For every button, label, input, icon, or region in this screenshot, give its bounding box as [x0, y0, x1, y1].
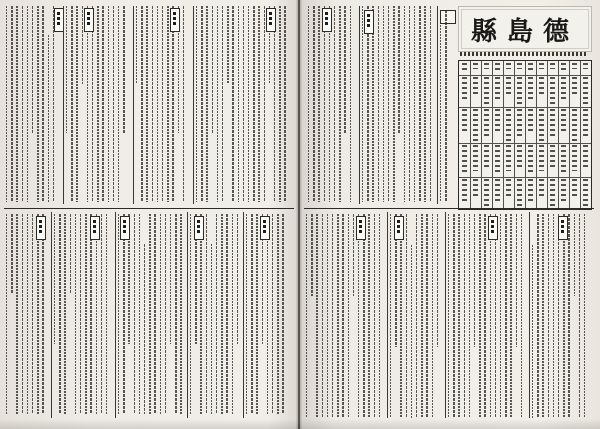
column-divider: [133, 6, 134, 204]
text-column: [82, 6, 83, 84]
text-column: [344, 6, 345, 133]
text-column: [152, 6, 153, 202]
table-cell: [572, 179, 577, 199]
article-left-lower-3: [118, 214, 186, 414]
table-cell: [506, 179, 511, 199]
text-column: [22, 214, 23, 414]
article-heading-box: [194, 216, 204, 240]
text-column: [398, 6, 399, 133]
text-column: [579, 214, 580, 418]
text-column: [362, 6, 363, 202]
table-cell: [517, 109, 522, 137]
text-column: [424, 6, 425, 202]
text-column: [118, 214, 119, 414]
article-left-upper-3: [136, 6, 192, 202]
column-divider: [187, 212, 188, 418]
text-column: [108, 6, 109, 202]
page-shadow: [0, 419, 600, 429]
table-cell: [484, 145, 489, 167]
text-column: [400, 214, 401, 418]
text-column: [342, 214, 343, 418]
masthead-ornament: [460, 52, 588, 56]
table-cell: [583, 179, 588, 207]
text-column: [469, 214, 470, 418]
article-heading-box: [260, 216, 270, 240]
table-column-rule: [525, 61, 526, 209]
text-column: [358, 214, 359, 418]
text-column: [374, 214, 375, 418]
column-divider: [63, 6, 64, 204]
text-column: [123, 6, 124, 133]
text-column: [445, 10, 446, 202]
text-column: [226, 214, 227, 414]
table-cell: [583, 145, 588, 167]
table-row-rule: [459, 107, 591, 108]
table-cell: [572, 109, 577, 141]
text-column: [432, 214, 433, 418]
text-column: [390, 214, 391, 418]
text-column: [175, 214, 176, 414]
table-cell: [539, 145, 544, 171]
text-column: [237, 214, 238, 344]
text-column: [243, 6, 244, 202]
table-cell: [572, 145, 577, 171]
table-column-rule: [470, 61, 471, 209]
text-column: [190, 214, 191, 414]
text-column: [279, 6, 280, 202]
table-cell: [484, 77, 489, 105]
article-heading-box: [558, 216, 568, 240]
table-row-rule: [459, 143, 591, 144]
article-right-upper-2: [362, 6, 436, 202]
text-column: [532, 245, 533, 418]
text-column: [54, 214, 55, 344]
table-cell: [528, 77, 533, 101]
text-column: [222, 6, 223, 202]
table-cell: [539, 109, 544, 141]
text-column: [96, 214, 97, 414]
article-heading-box: [322, 8, 332, 32]
text-column: [406, 214, 407, 418]
text-column: [510, 214, 511, 418]
masthead: [458, 6, 592, 52]
article-right-upper-1: [308, 6, 358, 202]
table-cell: [572, 77, 577, 97]
table-cell: [550, 77, 555, 105]
text-column: [160, 214, 161, 414]
text-column: [71, 6, 72, 202]
text-column: [172, 6, 173, 202]
text-column: [521, 214, 522, 418]
article-left-lower-1: [6, 214, 50, 414]
statistics-table: [458, 60, 592, 210]
text-column: [516, 214, 517, 347]
text-column: [221, 214, 222, 414]
text-column: [248, 6, 249, 202]
table-column-rule: [547, 61, 548, 209]
table-cell: [517, 77, 522, 105]
text-column: [217, 6, 218, 202]
table-cell: [561, 109, 566, 133]
article-heading-box: [394, 216, 404, 240]
text-column: [339, 6, 340, 202]
text-column: [430, 6, 431, 202]
table-column-rule: [492, 61, 493, 209]
text-column: [165, 214, 166, 414]
table-cell: [506, 145, 511, 171]
text-column: [542, 214, 543, 418]
text-column: [180, 214, 181, 414]
text-column: [334, 6, 335, 202]
text-column: [216, 214, 217, 414]
text-column: [350, 6, 351, 202]
article-heading-box: [84, 8, 94, 32]
text-column: [154, 214, 155, 414]
table-cell: [561, 145, 566, 175]
text-column: [484, 214, 485, 418]
text-column: [227, 6, 228, 84]
text-column: [313, 6, 314, 202]
text-column: [80, 214, 81, 414]
column-divider: [529, 212, 530, 418]
text-column: [102, 6, 103, 202]
text-column: [411, 245, 412, 418]
text-column: [458, 214, 459, 418]
table-column-rule: [580, 61, 581, 209]
text-column: [11, 214, 12, 294]
text-column: [267, 214, 268, 414]
table-cell: [528, 63, 533, 73]
text-column: [274, 6, 275, 202]
text-column: [505, 214, 506, 418]
text-column: [141, 6, 142, 202]
table-cell: [528, 179, 533, 203]
text-column: [85, 214, 86, 414]
table-cell: [506, 77, 511, 97]
text-column: [76, 6, 77, 202]
text-column: [453, 214, 454, 418]
article-right-upper-3: [440, 10, 454, 202]
table-cell: [517, 63, 522, 69]
table-cell: [462, 109, 467, 133]
text-column: [48, 35, 49, 202]
article-heading-box: [356, 216, 366, 240]
column-divider: [445, 212, 446, 418]
text-column: [322, 214, 323, 418]
text-column: [32, 6, 33, 133]
text-column: [490, 214, 491, 418]
table-cell: [561, 179, 566, 203]
table-cell: [550, 109, 555, 137]
column-divider: [243, 212, 244, 418]
table-cell: [473, 145, 478, 171]
table-cell: [495, 145, 500, 175]
text-column: [426, 214, 427, 418]
text-column: [59, 214, 60, 414]
table-column-rule: [536, 61, 537, 209]
table-cell: [495, 109, 500, 133]
text-column: [22, 6, 23, 202]
text-column: [409, 6, 410, 202]
text-column: [211, 244, 212, 414]
text-column: [368, 214, 369, 418]
text-column: [167, 6, 168, 202]
text-column: [474, 214, 475, 347]
text-column: [251, 214, 252, 414]
text-column: [574, 214, 575, 296]
text-column: [149, 214, 150, 414]
text-column: [66, 6, 67, 133]
article-right-lower-3: [448, 214, 528, 418]
article-heading-box: [120, 216, 130, 240]
text-column: [27, 6, 28, 202]
table-cell: [539, 77, 544, 97]
text-column: [200, 214, 201, 414]
text-column: [206, 6, 207, 202]
column-divider: [387, 212, 388, 418]
text-column: [404, 6, 405, 202]
text-column: [500, 214, 501, 418]
table-cell: [506, 63, 511, 69]
article-left-upper-2: [66, 6, 132, 202]
text-column: [363, 214, 364, 418]
text-column: [332, 214, 333, 418]
text-column: [70, 214, 71, 294]
text-column: [537, 214, 538, 418]
text-column: [6, 214, 7, 414]
table-cell: [583, 109, 588, 137]
text-column: [388, 6, 389, 202]
table-cell: [550, 63, 555, 69]
text-column: [437, 214, 438, 347]
table-column-rule: [481, 61, 482, 209]
text-column: [584, 214, 585, 418]
table-cell: [528, 109, 533, 133]
text-column: [548, 214, 549, 418]
article-left-upper-1: [6, 6, 62, 202]
text-column: [201, 6, 202, 202]
table-cell: [473, 109, 478, 141]
text-column: [113, 6, 114, 202]
text-column: [448, 214, 449, 418]
text-column: [284, 6, 285, 202]
text-column: [32, 214, 33, 414]
table-cell: [528, 145, 533, 175]
table-cell: [495, 63, 500, 73]
text-column: [101, 214, 102, 414]
article-left-upper-4: [196, 6, 292, 202]
text-column: [183, 6, 184, 202]
text-column: [329, 6, 330, 202]
text-column: [414, 6, 415, 202]
text-column: [324, 6, 325, 202]
text-column: [553, 214, 554, 418]
article-right-lower-4: [532, 214, 590, 418]
text-column: [42, 214, 43, 414]
text-column: [264, 6, 265, 202]
text-column: [139, 214, 140, 414]
text-column: [479, 214, 480, 418]
table-cell: [539, 63, 544, 69]
table-column-rule: [558, 61, 559, 209]
text-column: [282, 214, 283, 414]
text-column: [379, 214, 380, 418]
text-column: [318, 6, 319, 202]
table-column-rule: [514, 61, 515, 209]
text-column: [106, 214, 107, 414]
text-column: [337, 214, 338, 418]
column-divider: [359, 6, 360, 204]
text-column: [134, 214, 135, 414]
center-fold: [296, 0, 302, 429]
article-heading-box: [266, 8, 276, 32]
text-column: [87, 6, 88, 202]
table-cell: [506, 109, 511, 141]
table-cell: [539, 179, 544, 199]
column-divider: [193, 6, 194, 204]
text-column: [75, 214, 76, 414]
text-column: [97, 6, 98, 202]
text-column: [123, 214, 124, 414]
table-cell: [495, 77, 500, 101]
text-column: [90, 214, 91, 414]
article-right-lower-2: [390, 214, 444, 418]
text-column: [383, 6, 384, 202]
text-column: [64, 214, 65, 414]
tier-divider: [304, 208, 594, 209]
table-column-rule: [503, 61, 504, 209]
article-left-lower-2: [54, 214, 114, 414]
table-cell: [572, 63, 577, 69]
table-cell: [583, 63, 588, 69]
text-column: [316, 214, 317, 418]
text-column: [311, 214, 312, 296]
table-cell: [484, 179, 489, 207]
text-column: [308, 6, 309, 202]
text-column: [37, 6, 38, 202]
text-column: [495, 214, 496, 418]
text-column: [238, 6, 239, 202]
text-column: [372, 6, 373, 202]
masthead-title: 德島縣: [470, 17, 579, 47]
table-cell: [462, 77, 467, 101]
text-column: [27, 214, 28, 414]
text-column: [367, 6, 368, 202]
table-cell: [583, 77, 588, 105]
table-column-rule: [569, 61, 570, 209]
text-column: [568, 214, 569, 418]
article-right-lower-1: [306, 214, 386, 418]
table-cell: [462, 179, 467, 203]
text-column: [563, 214, 564, 418]
text-column: [393, 6, 394, 202]
text-column: [348, 214, 349, 418]
article-left-lower-5: [246, 214, 292, 414]
column-divider: [115, 212, 116, 418]
text-column: [162, 6, 163, 202]
table-row-rule: [459, 177, 591, 178]
text-column: [416, 214, 417, 418]
text-column: [16, 6, 17, 202]
text-column: [232, 214, 233, 414]
article-heading-box: [364, 10, 374, 34]
text-column: [421, 214, 422, 418]
text-column: [419, 6, 420, 202]
text-column: [37, 214, 38, 414]
text-column: [11, 6, 12, 202]
text-column: [277, 214, 278, 414]
text-column: [136, 6, 137, 84]
text-column: [258, 6, 259, 202]
article-heading-box: [170, 8, 180, 32]
text-column: [196, 6, 197, 202]
table-cell: [484, 109, 489, 137]
text-column: [157, 6, 158, 202]
table-cell: [484, 63, 489, 69]
text-column: [353, 214, 354, 296]
text-column: [272, 214, 273, 414]
text-column: [232, 6, 233, 202]
text-column: [6, 6, 7, 202]
table-cell: [550, 145, 555, 167]
text-column: [306, 214, 307, 418]
article-heading-box: [488, 216, 498, 240]
tier-divider: [4, 208, 294, 209]
text-column: [53, 6, 54, 202]
article-heading-box: [90, 216, 100, 240]
table-cell: [495, 179, 500, 203]
column-divider: [51, 212, 52, 418]
text-column: [146, 6, 147, 202]
table-cell: [473, 63, 478, 69]
table-cell: [550, 179, 555, 207]
table-cell: [473, 179, 478, 199]
text-column: [92, 6, 93, 202]
article-heading-box: [36, 216, 46, 240]
text-column: [206, 214, 207, 414]
text-column: [118, 6, 119, 202]
table-cell: [462, 63, 467, 73]
text-column: [170, 214, 171, 344]
text-column: [558, 214, 559, 418]
table-cell: [561, 63, 566, 73]
table-cell: [517, 145, 522, 167]
table-cell: [462, 145, 467, 175]
table-cell: [517, 179, 522, 207]
text-column: [378, 6, 379, 202]
text-column: [327, 214, 328, 418]
text-column: [212, 6, 213, 133]
text-column: [246, 214, 247, 414]
table-cell: [561, 77, 566, 101]
table-cell: [473, 77, 478, 97]
column-divider: [437, 6, 438, 204]
text-column: [16, 214, 17, 414]
text-column: [440, 10, 441, 202]
text-column: [464, 214, 465, 418]
table-row-rule: [459, 75, 591, 76]
text-column: [253, 6, 254, 202]
text-column: [144, 244, 145, 414]
article-left-lower-4: [190, 214, 242, 414]
text-column: [256, 214, 257, 414]
text-column: [42, 6, 43, 202]
